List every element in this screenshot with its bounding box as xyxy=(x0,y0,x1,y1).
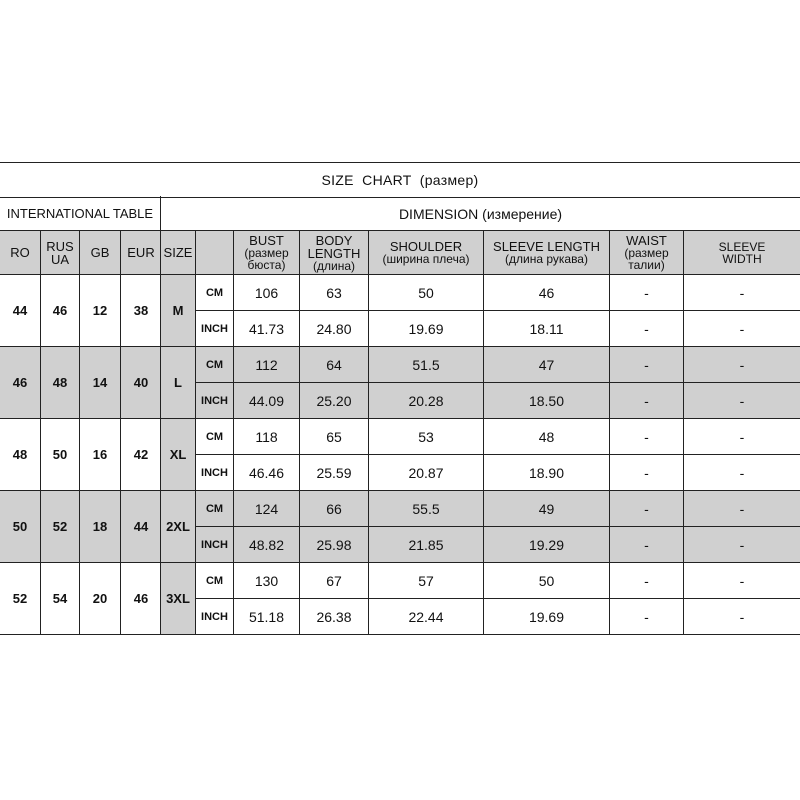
unit-label-cm: CM xyxy=(205,358,224,371)
header-shoulder-text: SHOULDER xyxy=(389,239,463,254)
header-bust xyxy=(234,231,299,274)
gb-value: 18 xyxy=(92,519,108,534)
eur-value: 38 xyxy=(133,303,149,318)
sleeve-cm-value: 49 xyxy=(538,501,555,517)
body-inch-value: 26.38 xyxy=(316,609,352,625)
bust-cm-value: 112 xyxy=(255,357,278,373)
bust-cm-value: 124 xyxy=(254,501,279,517)
shoulder-cm-value: 53 xyxy=(418,429,434,445)
header-waist-text: WAIST xyxy=(626,233,667,248)
ro-value: 50 xyxy=(12,519,28,534)
unit-label-inch: INCH xyxy=(201,466,228,479)
sleeve-inch-value: 18.90 xyxy=(528,465,565,481)
header-waist-sub2: талии) xyxy=(628,258,665,272)
waist-inch-value: - xyxy=(644,393,649,409)
body-inch-value: 25.20 xyxy=(316,393,352,409)
body-cm-value: 67 xyxy=(326,573,342,589)
sleeve-inch-value: 18.11 xyxy=(529,321,564,337)
header-width-text: WIDTH xyxy=(722,251,762,266)
header-length-text: LENGTH xyxy=(307,245,361,261)
shoulder-inch-value: 20.87 xyxy=(408,465,444,481)
grid-line-v xyxy=(299,231,300,634)
eur-value: 44 xyxy=(133,519,149,534)
grid-line-v xyxy=(40,231,41,634)
header-bust-sub1: (размер xyxy=(244,246,289,260)
grid-line-h xyxy=(196,382,800,383)
body-cm-value: 65 xyxy=(326,429,342,445)
rus-value: 50 xyxy=(52,447,68,462)
grid-line-v xyxy=(483,231,484,634)
header-body-sub: (длина) xyxy=(313,258,355,273)
ro-value: 52 xyxy=(12,591,28,606)
rus-value: 52 xyxy=(52,519,68,534)
body-cm-value: 63 xyxy=(326,285,342,301)
gb-value: 12 xyxy=(92,303,108,318)
header-rus-text: RUS xyxy=(46,238,74,254)
size-value: L xyxy=(174,375,182,390)
bust-inch-value: 51.18 xyxy=(248,609,285,625)
size-value: XL xyxy=(169,447,187,462)
header-rus-ua xyxy=(41,231,79,274)
grid-line-v xyxy=(609,231,610,634)
sleeve-cm-value: 47 xyxy=(538,357,555,373)
gb-value: 14 xyxy=(92,375,108,390)
sleeve-inch-value: 19.29 xyxy=(528,537,565,553)
grid-line-h xyxy=(0,634,800,635)
gb-value: 16 xyxy=(92,447,108,462)
sleeve_width-inch-value: - xyxy=(739,393,745,409)
header-body-length xyxy=(300,231,368,274)
gb-value: 20 xyxy=(92,591,108,606)
header-eur xyxy=(121,231,161,274)
header-body-text: BODY xyxy=(315,232,353,248)
grid-line-v xyxy=(683,231,684,634)
eur-value: 42 xyxy=(133,447,149,462)
rus-value: 48 xyxy=(52,375,68,390)
header-shoulder xyxy=(369,231,483,274)
header-sleeve-sub: (длина рукава) xyxy=(505,252,588,266)
unit-label-cm: CM xyxy=(205,502,224,515)
body-cm-value: 64 xyxy=(326,357,342,373)
header-size-text: SIZE xyxy=(163,245,193,260)
bust-inch-value: 41.73 xyxy=(248,321,285,337)
waist-cm-value: - xyxy=(644,429,649,445)
bust-inch-value: 44.09 xyxy=(248,393,285,409)
unit-label-cm: CM xyxy=(205,574,224,587)
sleeve-inch-value: 19.69 xyxy=(528,609,565,625)
sleeve_width-cm-value: - xyxy=(739,285,745,301)
waist-cm-value: - xyxy=(644,357,649,373)
waist-inch-value: - xyxy=(644,609,649,625)
shoulder-inch-value: 21.85 xyxy=(408,537,444,553)
unit-label-inch: INCH xyxy=(201,322,228,335)
ro-value: 48 xyxy=(12,447,28,462)
shoulder-cm-value: 50 xyxy=(418,285,434,301)
size-value: 2XL xyxy=(166,519,190,534)
header-eur-text: EUR xyxy=(127,245,155,260)
waist-cm-value: - xyxy=(644,285,649,301)
grid-line-v xyxy=(160,196,161,634)
dimension-label: DIMENSION (измерение) xyxy=(398,205,563,222)
sleeve-cm-value: 50 xyxy=(538,573,555,589)
chart-title-text: SIZE CHART (размер) xyxy=(321,172,479,188)
waist-inch-value: - xyxy=(644,465,649,481)
header-bust-sub2: бюста) xyxy=(247,258,286,272)
sleeve-cm-value: 46 xyxy=(538,285,555,301)
eur-value: 46 xyxy=(133,591,149,606)
sleeve_width-inch-value: - xyxy=(739,537,745,553)
header-gb-text: GB xyxy=(90,245,110,260)
shoulder-inch-value: 22.44 xyxy=(408,609,444,625)
body-inch-value: 24.80 xyxy=(316,321,352,337)
ro-value: 46 xyxy=(12,375,28,390)
body-inch-value: 25.98 xyxy=(316,537,352,553)
unit-label-cm: CM xyxy=(205,286,224,299)
grid-line-v xyxy=(368,231,369,634)
sleeve_width-inch-value: - xyxy=(739,609,745,625)
body-cm-value: 66 xyxy=(326,501,342,517)
unit-label-cm: CM xyxy=(205,430,224,443)
waist-cm-value: - xyxy=(644,573,649,589)
eur-value: 40 xyxy=(133,375,149,390)
grid-line-h xyxy=(196,526,800,527)
bust-cm-value: 106 xyxy=(254,285,279,301)
header-sleeve-width-text: SLEEVE xyxy=(718,239,766,254)
shoulder-inch-value: 19.69 xyxy=(408,321,444,337)
grid-line-h xyxy=(196,310,800,311)
body-inch-value: 25.59 xyxy=(316,465,352,481)
header-ua-text: UA xyxy=(50,251,70,267)
bust-cm-value: 118 xyxy=(255,429,278,445)
rus-value: 54 xyxy=(52,591,68,606)
header-bust-text: BUST xyxy=(249,233,284,248)
header-sleeve-length xyxy=(484,231,609,274)
header-shoulder-sub: (ширина плеча) xyxy=(382,252,470,266)
unit-label-inch: INCH xyxy=(201,610,228,623)
header-ro xyxy=(0,231,40,274)
header-ro-text: RO xyxy=(10,245,30,260)
grid-line-v xyxy=(79,231,80,634)
sleeve_width-cm-value: - xyxy=(739,357,745,373)
shoulder-cm-value: 57 xyxy=(418,573,434,589)
shoulder-cm-value: 55.5 xyxy=(412,501,440,517)
sleeve_width-cm-value: - xyxy=(739,429,745,445)
sleeve_width-inch-value: - xyxy=(739,321,745,337)
sleeve-inch-value: 18.50 xyxy=(528,393,565,409)
size-value: M xyxy=(172,303,184,318)
sleeve_width-cm-value: - xyxy=(739,573,745,589)
header-sleeve-text: SLEEVE LENGTH xyxy=(493,239,600,254)
rus-value: 46 xyxy=(52,303,68,318)
sleeve_width-cm-value: - xyxy=(739,501,745,517)
grid-line-v xyxy=(120,231,121,634)
waist-inch-value: - xyxy=(644,321,649,337)
header-size xyxy=(161,231,195,274)
header-waist xyxy=(610,231,683,274)
header-waist-sub1: (размер xyxy=(624,246,669,260)
waist-cm-value: - xyxy=(644,501,649,517)
size-value: 3XL xyxy=(166,591,190,606)
ro-value: 44 xyxy=(12,303,28,318)
unit-label-inch: INCH xyxy=(201,538,228,551)
grid-line-v xyxy=(195,231,196,634)
chart-title xyxy=(0,162,800,198)
grid-line-h xyxy=(196,454,800,455)
header-sleeve-width xyxy=(684,231,800,274)
shoulder-inch-value: 20.28 xyxy=(408,393,444,409)
sleeve_width-inch-value: - xyxy=(739,465,745,481)
header-gb xyxy=(80,231,120,274)
international-table-label: INTERNATIONAL TABLE xyxy=(6,206,154,221)
bust-cm-value: 130 xyxy=(254,573,279,589)
bust-inch-value: 48.82 xyxy=(248,537,285,553)
header-unit xyxy=(196,231,233,274)
shoulder-cm-value: 51.5 xyxy=(412,357,440,373)
sleeve-cm-value: 48 xyxy=(538,429,555,445)
bust-inch-value: 46.46 xyxy=(248,465,285,481)
unit-label-inch: INCH xyxy=(201,394,228,407)
grid-line-v xyxy=(233,231,234,634)
waist-inch-value: - xyxy=(644,537,649,553)
grid-line-h xyxy=(196,598,800,599)
